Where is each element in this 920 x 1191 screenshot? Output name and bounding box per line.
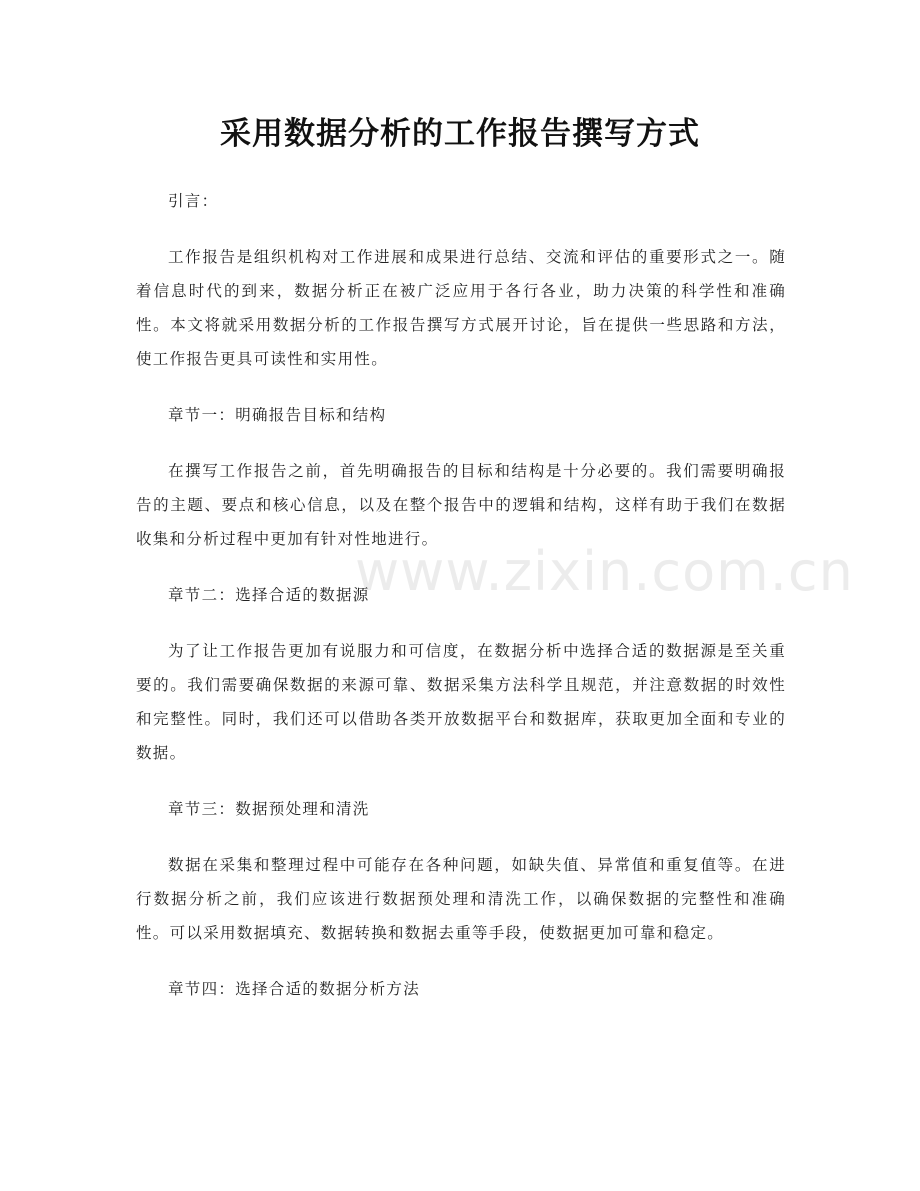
watermark: www.zixin.com.cn bbox=[355, 540, 854, 603]
chapter-3-paragraph: 数据在采集和整理过程中可能存在各种问题，如缺失值、异常值和重复值等。在进行数据分析之前，我们应该进行数据预处理和清洗工作，以确保数据的完整性和准确性。可以采用数据填充、数据转换和数据去重等手段，使数据更加可靠和稳定。 bbox=[136, 856, 786, 942]
intro-heading: 引言： bbox=[168, 192, 219, 210]
chapter-1-heading: 章节一：明确报告目标和结构 bbox=[168, 406, 387, 424]
chapter-2-paragraph: 为了让工作报告更加有说服力和可信度，在数据分析中选择合适的数据源是至关重要的。我们需要确保数据的来源可靠、数据采集方法科学且规范，并注意数据的时效性和完整性。同时，我们还可以借助各类开放数据平台和数据库，获取更加全面和专业的数据。 bbox=[136, 642, 786, 762]
intro-paragraph: 工作报告是组织机构对工作进展和成果进行总结、交流和评估的重要形式之一。随着信息时代的到来，数据分析正在被广泛应用于各行各业，助力决策的科学性和准确性。本文将就采用数据分析的工作报告撰写方式展开讨论，旨在提供一些思路和方法，使工作报告更具可读性和实用性。 bbox=[136, 248, 786, 368]
document-body bbox=[136, 184, 786, 1006]
chapter-4-heading: 章节四：选择合适的数据分析方法 bbox=[168, 980, 421, 998]
chapter-1-paragraph: 在撰写工作报告之前，首先明确报告的目标和结构是十分必要的。我们需要明确报告的主题、要点和核心信息，以及在整个报告中的逻辑和结构，这样有助于我们在数据收集和分析过程中更加有针对性地进行。 bbox=[136, 462, 786, 548]
chapter-2-heading: 章节二：选择合适的数据源 bbox=[168, 586, 370, 604]
document-title: 采用数据分析的工作报告撰写方式 bbox=[220, 116, 700, 152]
chapter-3-heading: 章节三：数据预处理和清洗 bbox=[168, 800, 370, 818]
